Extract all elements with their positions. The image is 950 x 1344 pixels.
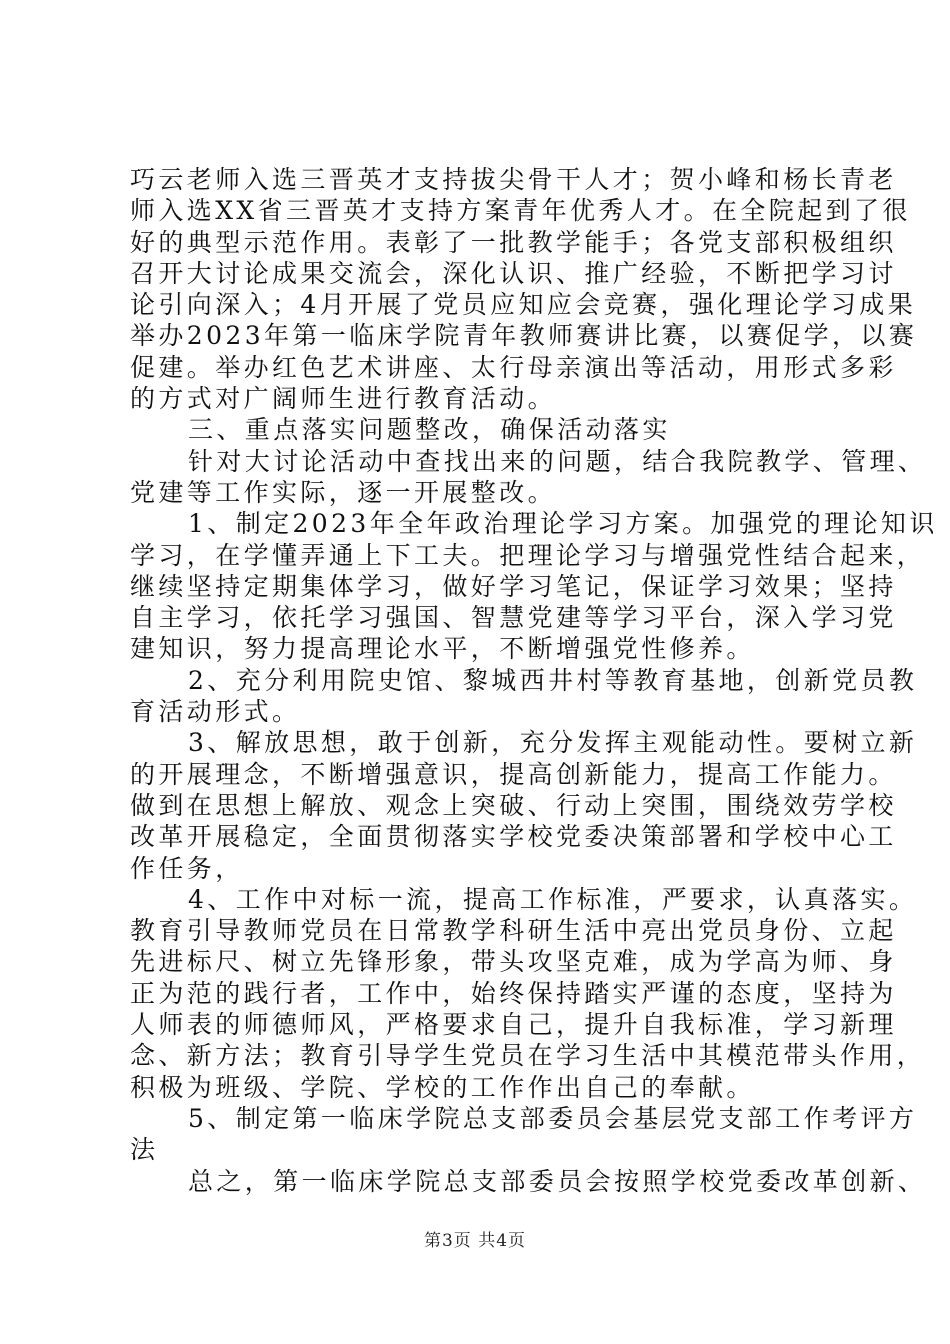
text-line: 念、新方法；教育引导学生党员在学习生活中其模范带头作用， xyxy=(130,1041,926,1071)
list-item-2: 2、充分利用院史馆、黎城西井村等教育基地，创新党员教 xyxy=(188,665,918,695)
page-number-footer: 第3页 共4页 xyxy=(423,1231,527,1251)
section-heading: 三、重点落实问题整改，确保活动落实 xyxy=(188,415,671,445)
text-line: 建知识，努力提高理论水平，不断增强党性修养。 xyxy=(130,634,755,664)
list-item-4: 4、工作中对标一流，提高工作标准，严要求，认真落实。 xyxy=(188,884,918,914)
text-line: 积极为班级、学院、学校的工作作出自己的奉献。 xyxy=(130,1072,755,1102)
text-line: 教育引导教师党员在日常教学科研生活中亮出党员身份、立起 xyxy=(130,916,897,946)
text-line: 正为范的践行者，工作中，始终保持踏实严谨的态度，坚持为 xyxy=(130,978,897,1008)
text-line: 做到在思想上解放、观念上突破、行动上突围，围绕效劳学校 xyxy=(130,790,897,820)
text-line: 论引向深入；4月开展了党员应知应会竞赛，强化理论学习成果 xyxy=(130,290,917,320)
text-line: 育活动形式。 xyxy=(130,697,301,727)
list-item-3: 3、解放思想，敢于创新，充分发挥主观能动性。要树立新 xyxy=(188,728,918,758)
text-line: 针对大讨论活动中查找出来的问题，结合我院教学、管理、 xyxy=(188,446,927,476)
text-line: 作任务， xyxy=(130,853,244,883)
text-line: 召开大讨论成果交流会，深化认识、推广经验，不断把学习讨 xyxy=(130,258,897,288)
text-line: 先进标尺、树立先锋形象，带头攻坚克难，成为学高为师、身 xyxy=(130,947,897,977)
text-line: 自主学习，依托学习强国、智慧党建等学习平台，深入学习党 xyxy=(130,603,897,633)
text-line: 巧云老师入选三晋英才支持拔尖骨干人才；贺小峰和杨长青老 xyxy=(130,165,897,194)
list-item-1: 1、制定2023年全年政治理论学习方案。加强党的理论知识 xyxy=(188,509,938,539)
list-item-5: 5、制定第一临床学院总支部委员会基层党支部工作考评方 xyxy=(188,1103,918,1133)
text-line: 的方式对广阔师生进行教育活动。 xyxy=(130,384,557,414)
summary-line: 总之，第一临床学院总支部委员会按照学校党委改革创新、 xyxy=(188,1166,927,1196)
document-body xyxy=(130,164,938,1197)
text-line: 改革开展稳定，全面贯彻落实学校党委决策部署和学校中心工 xyxy=(130,822,897,852)
text-line: 的开展理念，不断增强意识，提高创新能力，提高工作能力。 xyxy=(130,759,897,789)
text-line: 人师表的师德师风，严格要求自己，提升自我标准，学习新理 xyxy=(130,1010,897,1040)
text-line: 促建。举办红色艺术讲座、太行母亲演出等活动，用形式多彩 xyxy=(130,352,897,382)
text-line: 好的典型示范作用。表彰了一批教学能手；各党支部积极组织 xyxy=(130,227,897,257)
text-line: 继续坚持定期集体学习，做好学习笔记，保证学习效果；坚持 xyxy=(130,571,897,601)
text-line: 举办2023年第一临床学院青年教师赛讲比赛，以赛促学，以赛 xyxy=(130,321,918,351)
text-line: 学习，在学懂弄通上下工夫。把理论学习与增强党性结合起来， xyxy=(130,540,926,570)
text-line: 党建等工作实际，逐一开展整改。 xyxy=(130,477,557,507)
text-line: 法 xyxy=(130,1135,159,1165)
text-line: 师入选XX省三晋英才支持方案青年优秀人才。在全院起到了很 xyxy=(130,196,911,226)
